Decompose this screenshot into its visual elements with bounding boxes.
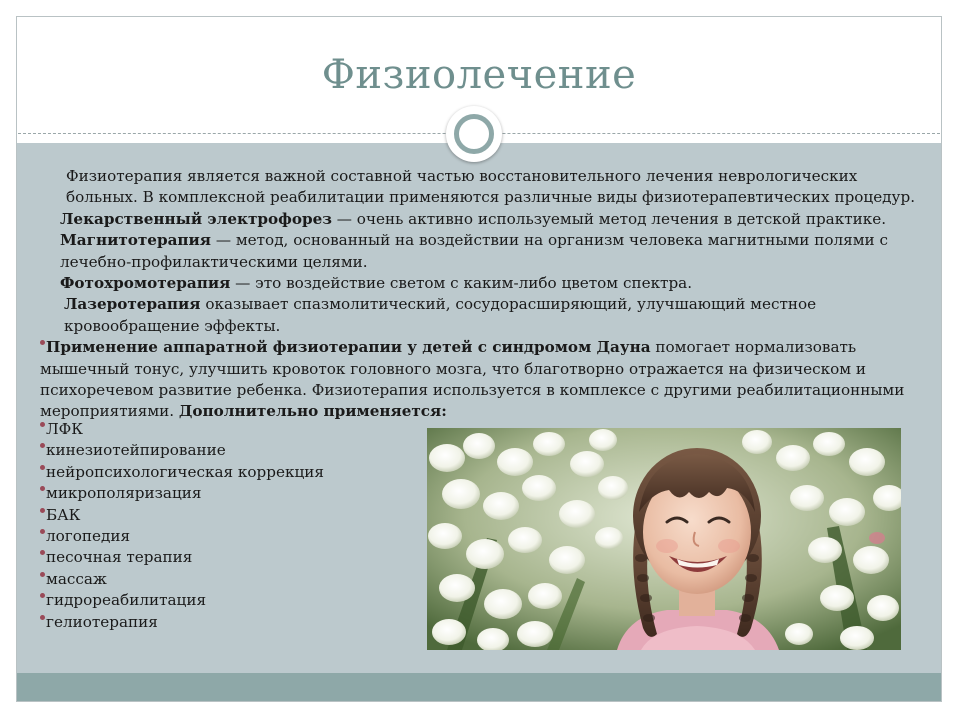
bullet-icon xyxy=(40,465,45,470)
bullet-icon xyxy=(40,550,45,555)
list-item: БАК xyxy=(40,505,420,526)
list-item: песочная терапия xyxy=(40,547,420,568)
bullet-icon xyxy=(40,593,45,598)
bullet-icon xyxy=(40,422,45,427)
bullet-icon xyxy=(40,529,45,534)
list-item: гидрореабилитация xyxy=(40,590,420,611)
paragraph-photochromotherapy: Фотохромотерапия — это воздействие светом с каким-либо цветом спектра. xyxy=(60,274,693,293)
bullet-icon xyxy=(40,486,45,491)
slide-title: Физиолечение xyxy=(321,52,637,98)
paragraph-magnetotherapy: Магнитотерапия — метод, основанный на воздействии на организм человека магнитными полями с лечебно-профилактическими целями. xyxy=(60,231,888,271)
list-item: кинезиотейпирование xyxy=(40,440,420,461)
paragraph-electrophoresis: Лекарственный электрофорез — очень активно используемый метод лечения в детской практике. xyxy=(60,209,887,228)
paragraph-lasertherapy: Лазеротерапия оказывает спазмолитический, сосудорасширяющий, улучшающий местное кровообращение эффекты. xyxy=(64,295,817,335)
bullet-icon xyxy=(40,572,45,577)
list-item: массаж xyxy=(40,569,420,590)
paragraph-intro: Физиотерапия является важной составной частью восстановительного лечения неврологических больных. В комплексной реабилитации применяются различные виды физиотерапевтических процедур. xyxy=(66,167,916,207)
body-text xyxy=(40,166,920,423)
list-item: логопедия xyxy=(40,526,420,547)
ring-ornament-icon xyxy=(446,106,502,162)
list-item: ЛФК xyxy=(40,419,420,440)
bullet-icon xyxy=(40,443,45,448)
bullet-icon xyxy=(40,340,45,345)
bullet-icon xyxy=(40,508,45,513)
list-item: гелиотерапия xyxy=(40,612,420,633)
photo-illustration xyxy=(427,428,901,650)
list-item: микрополяризация xyxy=(40,483,420,504)
footer-bar xyxy=(17,673,941,701)
additional-methods-list xyxy=(40,419,420,633)
bullet-icon xyxy=(40,615,45,620)
paragraph-apparatus-physiotherapy: Применение аппаратной физиотерапии у детей с синдромом Дауна помогает нормализовать мышечный тонус, улучшить кровоток головного мозга, что благотворно отражается на физическом и психоречевом развитие ребенка. Физиотерапия используется в комплексе с другими реабилитационными мероприятиями. Дополнительно применяется: xyxy=(40,338,905,421)
smiling-girl-with-flowers-photo xyxy=(427,428,901,650)
ring-inner xyxy=(454,114,494,154)
list-item: нейропсихологическая коррекция xyxy=(40,462,420,483)
